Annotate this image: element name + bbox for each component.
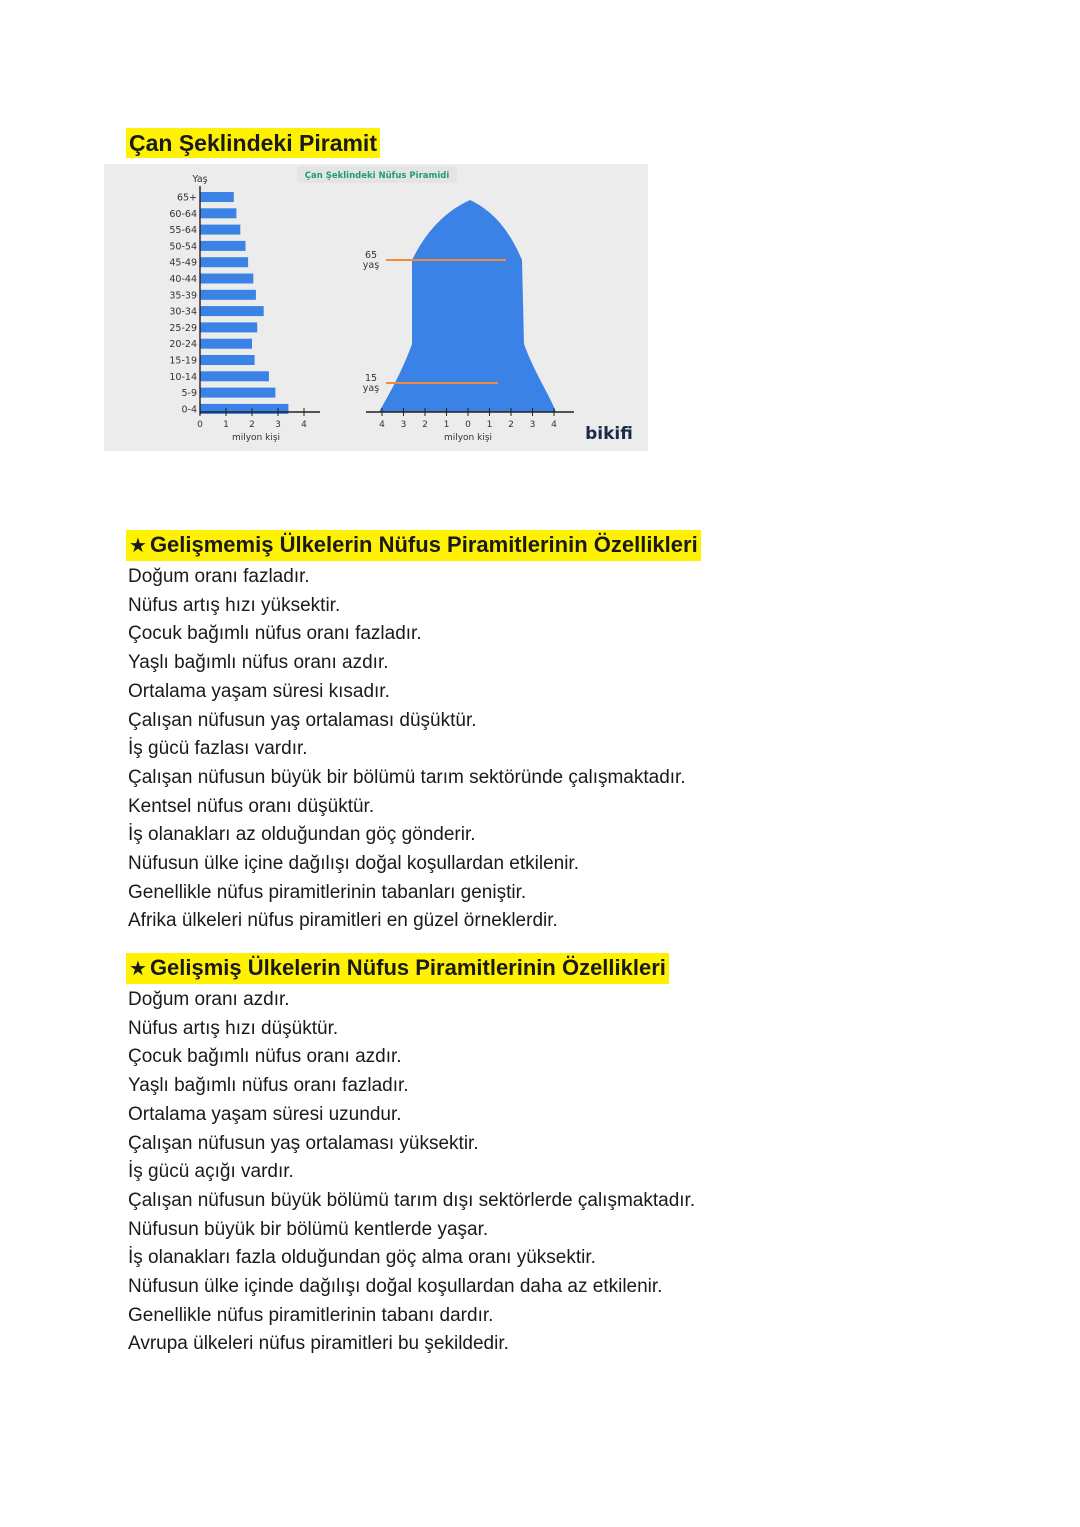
age-label: 30-34 [169,306,197,318]
list-item: Nüfus artış hızı düşüktür. [128,1017,339,1039]
underdeveloped-title: Gelişmemiş Ülkelerin Nüfus Piramitlerinin Özellikleri [149,532,698,557]
age-label: 45-49 [169,257,197,269]
list-item: Yaşlı bağımlı nüfus oranı fazladır. [128,1075,409,1097]
age-label: 65+ [176,192,197,204]
bar-55-64 [200,225,240,235]
bar-45-49 [200,257,248,267]
list-item: Nüfusun büyük bir bölümü kentlerde yaşar. [128,1218,489,1240]
bar-15-19 [200,355,255,365]
list-item: Çalışan nüfusun büyük bir bölümü tarım sektöründe çalışmaktadır. [128,766,686,788]
age-label: 40-44 [169,274,197,285]
list-item: Ortalama yaşam süresi kısadır. [128,680,390,702]
list-item: Doğum oranı azdır. [128,989,290,1010]
underdeveloped-list [128,563,701,936]
list-item: Yaşlı bağımlı nüfus oranı azdır. [128,652,389,674]
age-label: 60-64 [169,208,197,220]
list-item: Nüfus artış hızı yüksektir. [128,594,341,616]
right-x-axis-label: milyon kişi [443,433,493,443]
star-icon: ★ [129,535,147,557]
list-item: Genellikle nüfus piramitlerinin tabanı dardır. [128,1304,494,1326]
left-tick-label: 4 [301,420,307,430]
right-tick-label: 3 [529,420,536,430]
bell-shape [379,200,556,412]
right-tick-label: 2 [508,420,514,430]
age-label: 5-9 [181,388,197,400]
marker-65-value: 65 [364,250,378,261]
list-item: Çocuk bağımlı nüfus oranı fazladır. [128,623,422,645]
bar-35-39 [200,290,256,300]
age-label: 35-39 [169,290,197,302]
age-label: 55-64 [169,225,197,237]
bar-30-34 [200,306,264,316]
bar-10-14 [200,371,269,381]
left-tick-label: 1 [223,420,229,430]
list-item: Çalışan nüfusun yaş ortalaması yüksektir. [128,1132,479,1154]
right-tick-label: 1 [486,420,493,430]
developed-heading [126,953,695,984]
list-item: İş olanakları az olduğundan göç gönderir. [128,824,476,846]
underdeveloped-section [128,530,701,936]
right-tick-label: 2 [422,420,428,430]
right-chart-title: Çan Şeklindeki Nüfus Piramidi [304,171,450,181]
list-item: Nüfusun ülke içine dağılışı doğal koşullardan etkilenir. [128,853,579,875]
list-item: İş gücü fazlası vardır. [128,738,308,760]
age-label: 50-54 [169,241,197,253]
right-tick-label: 0 [465,420,471,430]
right-tick-label: 3 [400,420,407,430]
underdeveloped-heading [126,530,701,561]
bell-shape-chart [297,166,574,443]
age-label: 25-29 [169,322,197,334]
list-item: Kentsel nüfus oranı düşüktür. [128,795,375,817]
list-item: Genellikle nüfus piramitlerinin tabanları geniştir. [128,881,527,903]
bar-20-24 [200,339,252,349]
bar-25-29 [200,322,257,332]
right-tick-label: 4 [551,420,557,430]
bar-50-54 [200,241,246,251]
bar-40-44 [200,274,253,284]
marker-15-value: 15 [364,373,378,384]
marker-15-unit: yaş [362,383,380,394]
right-tick-label: 1 [443,420,450,430]
age-axis-label: Yaş [192,174,208,185]
list-item: Çalışan nüfusun büyük bölümü tarım dışı sektörlerde çalışmaktadır. [128,1189,696,1211]
age-labels-layer [169,193,197,416]
left-x-axis-label: milyon kişi [231,433,281,443]
age-label: 20-24 [169,339,197,351]
right-tick-label: 4 [379,420,385,430]
developed-list [128,986,695,1359]
age-label: 0-4 [181,404,197,416]
list-item: İş gücü açığı vardır. [128,1161,294,1183]
age-label: 15-19 [169,355,197,367]
list-item: İş olanakları fazla olduğundan göç alma oranı yüksektir. [128,1247,596,1269]
list-item: Doğum oranı fazladır. [128,566,310,587]
left-tick-label: 0 [197,420,203,430]
list-item: Avrupa ülkeleri nüfus piramitleri bu şekildedir. [128,1333,509,1355]
bar-5-9 [200,388,275,398]
list-item: Afrika ülkeleri nüfus piramitleri en güzel örneklerdir. [128,910,558,932]
brand-logo: bikifi [585,424,633,444]
bell-pyramid-figure [104,164,648,451]
list-item: Nüfusun ülke içinde dağılışı doğal koşullardan daha az etkilenir. [128,1276,663,1298]
bar-60-64 [200,208,236,218]
left-tick-label: 3 [275,420,281,430]
left-bar-chart [169,174,320,443]
developed-title: Gelişmiş Ülkelerin Nüfus Piramitlerinin Özellikleri [149,955,666,980]
developed-section [128,953,695,1359]
list-item: Çalışan nüfusun yaş ortalaması düşüktür. [128,709,477,731]
bar-65+ [200,192,234,202]
marker-65-unit: yaş [362,260,380,271]
star-icon: ★ [129,958,147,980]
age-label: 10-14 [169,371,197,383]
list-item: Ortalama yaşam süresi uzundur. [128,1103,402,1125]
bars-layer [200,192,288,414]
page-title: Çan Şeklindeki Piramit [126,128,380,158]
list-item: Çocuk bağımlı nüfus oranı azdır. [128,1046,402,1068]
pyramid-charts-svg [104,164,648,451]
left-tick-label: 2 [249,420,255,430]
